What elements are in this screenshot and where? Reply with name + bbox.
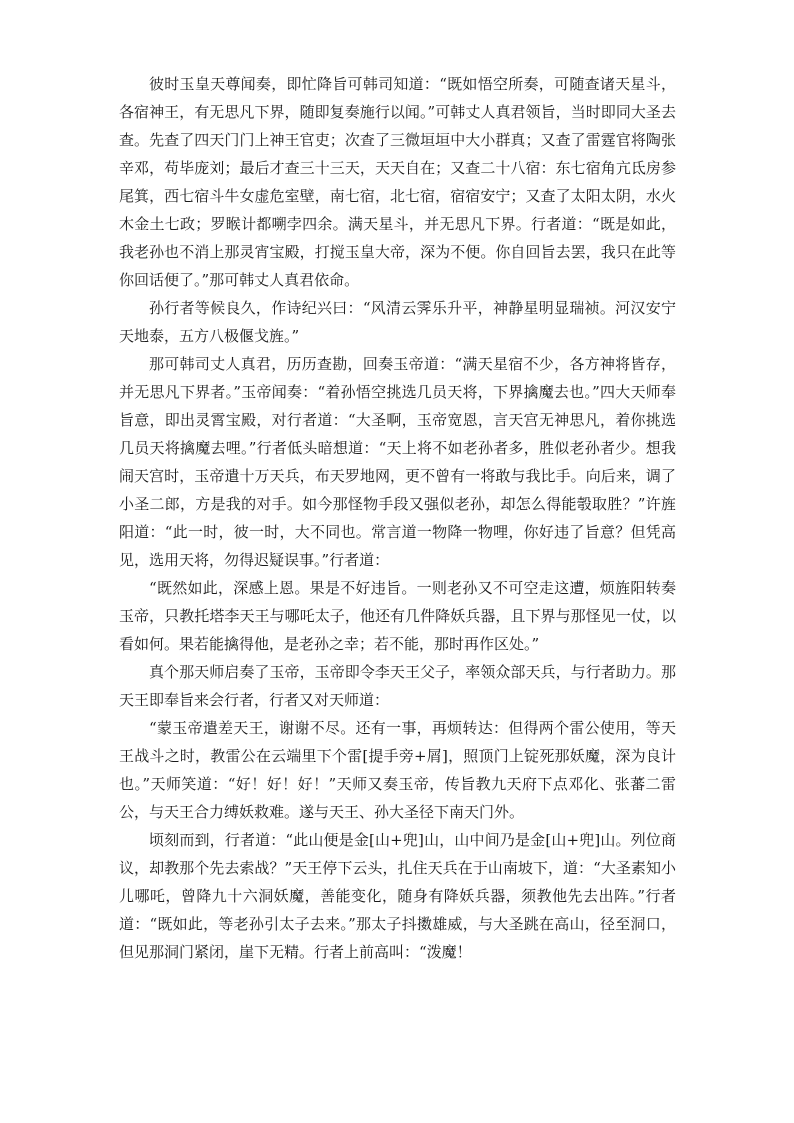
paragraph: 顷刻而到，行者道：“此山便是金[山+兜]山，山中间乃是金[山+兜]山。列位商议，却教那个先去索战？”天王停下云头，扎住天兵在于山南坡下，道：“大圣素知小儿哪吒，曾降九十六洞妖魔，善能变化，随身有降妖兵器，须教他先去出阵。”行者道：“既如此，等老孙引太子去来。”那太子抖擞雄威，与大圣跳在高山，径至洞口，但见那洞门紧闭，崖下无精。行者上前高叫：“泼魔！ — [119, 831, 676, 961]
paragraph: 彼时玉皇天尊闻奏，即忙降旨可韩司知道：“既如悟空所奏，可随查诸天星斗，各宿神王，有无思凡下界，随即复奏施行以闻。”可韩丈人真君领旨，当时即同大圣去查。先查了四天门门上神王官吏；次查了三微垣垣中大小群真；又查了雷霆官将陶张辛邓，苟毕庞刘；最后才查三十三天，天天自在；又查二十八宿：东七宿角亢氐房参尾箕，西七宿斗牛女虚危室壁，南七宿，北七宿，宿宿安宁；又查了太阳太阴，水火木金土七政；罗睺计都嗍孛四余。满天星斗，并无思凡下界。行者道：“既是如此，我老孙也不消上那灵宵宝殿，打搅玉皇大帝，深为不便。你自回旨去罢，我只在此等你回话便了。”那可韩丈人真君依命。 — [119, 75, 676, 289]
body-text — [119, 70, 676, 966]
paragraph: 那可韩司丈人真君，历历查勘，回奏玉帝道：“满天星宿不少，各方神将皆存，并无思凡下界者。”玉帝闻奏：“着孙悟空挑选几员天将，下界擒魔去也。”四大天师奉旨意，即出灵霄宝殿，对行者道：“大圣啊，玉帝宽恩，言天宫无神思凡，着你挑选几员天将擒魔去哩。”行者低头暗想道：“天上将不如老孙者多，胜似老孙者少。想我闹天宫时，玉帝遣十万天兵，布天罗地网，更不曾有一将敢与我比手。向后来，调了小圣二郎，方是我的对手。如今那怪物手段又强似老孙，却怎么得能彀取胜？”许旌阳道：“此一时，彼一时，大不同也。常言道一物降一物哩，你好违了旨意？但凭高见，选用天将，勿得迟疑误事。”行者道： — [119, 355, 676, 569]
paragraph: “蒙玉帝遣差天王，谢谢不尽。还有一事，再烦转达：但得两个雷公使用，等天王战斗之时，教雷公在云端里下个雷[提手旁+屑]，照顶门上锭死那妖魔，深为良计也。”天师笑道：“好！好！好！”天师又奏玉帝，传旨教九天府下点邓化、张蕃二雷公，与天王合力缚妖救难。遂与天王、孙大圣径下南天门外。 — [119, 719, 676, 821]
paragraph: 真个那天师启奏了玉帝，玉帝即令李天王父子，率领众部天兵，与行者助力。那天王即奉旨来会行者，行者又对天师道： — [119, 663, 676, 709]
paragraph: 孙行者等候良久，作诗纪兴曰：“风清云霁乐升平，神静星明显瑞祯。河汉安宁天地泰，五方八极偃戈旌。” — [119, 299, 676, 345]
paragraph: “既然如此，深感上恩。果是不好违旨。一则老孙又不可空走这遭，烦旌阳转奏玉帝，只教托塔李天王与哪吒太子，他还有几件降妖兵器，且下界与那怪见一仗，以看如何。果若能擒得他，是老孙之幸；若不能，那时再作区处。” — [119, 579, 676, 653]
